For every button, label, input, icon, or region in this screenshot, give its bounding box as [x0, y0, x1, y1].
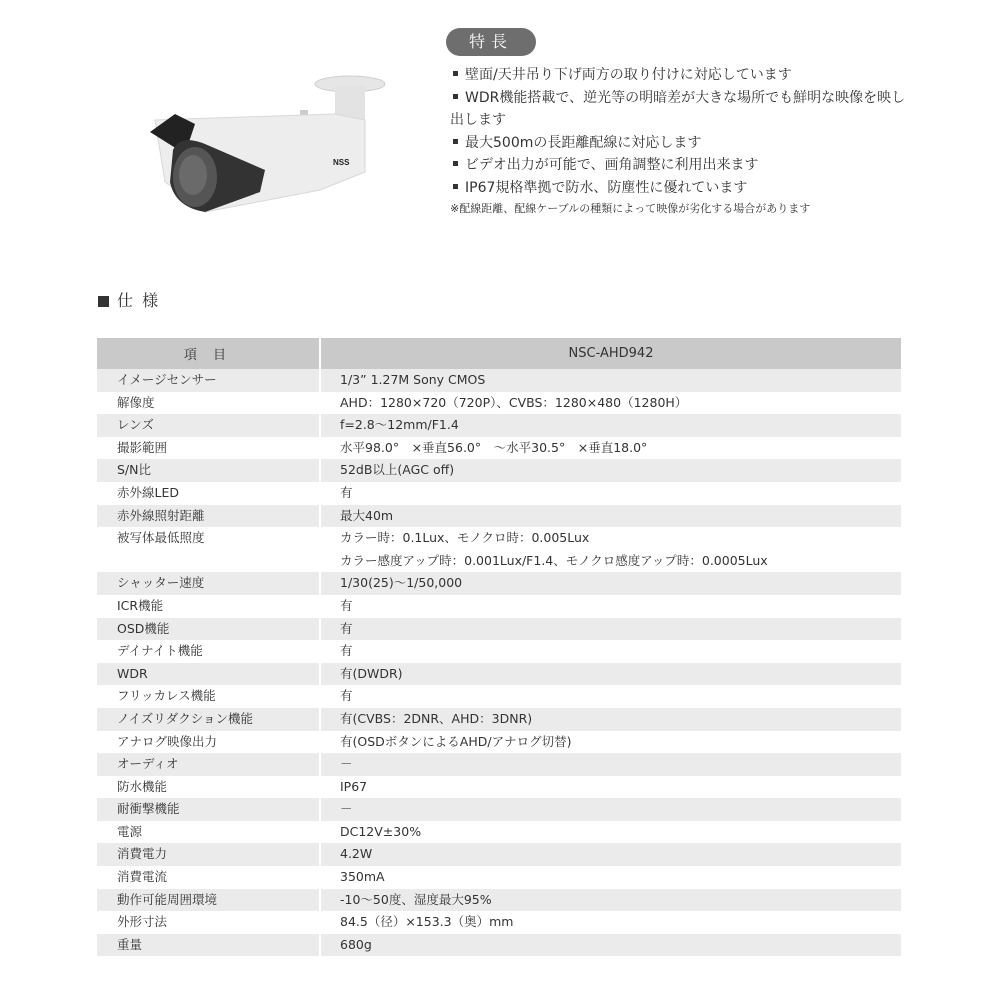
spec-label: ノイズリダクション機能	[117, 710, 254, 726]
spec-label-cell	[97, 482, 320, 505]
spec-value: 有	[340, 643, 353, 659]
spec-value-cell	[320, 369, 901, 392]
feature-text: 最大500mの長距離配線に対応します	[465, 134, 702, 151]
spec-label: 重量	[117, 936, 143, 952]
feature-item	[450, 177, 910, 200]
spec-label: 外形寸法	[117, 914, 168, 930]
spec-label: 消費電流	[117, 869, 168, 885]
spec-row	[97, 392, 901, 415]
spec-value-cell	[320, 482, 901, 505]
spec-label: 赤外線LED	[117, 484, 179, 500]
spec-value: 84.5（径）×153.3（奥）mm	[340, 914, 514, 930]
spec-value: 1/30(25)～1/50,000	[340, 575, 463, 591]
spec-value: 52dB以上(AGC off)	[340, 462, 455, 478]
spec-row	[97, 414, 901, 437]
spec-value-cell	[320, 618, 901, 641]
spec-value: 1/3” 1.27M Sony CMOS	[340, 372, 486, 387]
spec-row	[97, 798, 901, 821]
spec-row	[97, 640, 901, 663]
spec-label: 撮影範囲	[117, 439, 168, 455]
spec-value: AHD：1280×720（720P）、CVBS：1280×480（1280H）	[340, 394, 688, 410]
spec-label-cell	[97, 753, 320, 776]
spec-label-cell	[97, 843, 320, 866]
camera-product-image	[135, 62, 405, 227]
spec-label-cell	[97, 595, 320, 618]
header-model: NSC-AHD942	[320, 338, 901, 369]
feature-item	[450, 132, 910, 155]
spec-value-cell	[320, 572, 901, 595]
spec-label: 防水機能	[117, 778, 168, 794]
spec-value-cell	[320, 798, 901, 821]
header-item: 項 目	[97, 338, 320, 369]
square-bullet-icon	[98, 296, 109, 307]
spec-label-cell	[97, 527, 320, 572]
spec-value: 680g	[340, 936, 372, 952]
spec-value: 有	[340, 688, 353, 704]
spec-label-cell	[97, 572, 320, 595]
spec-row	[97, 821, 901, 844]
spec-row	[97, 708, 901, 731]
spec-row	[97, 618, 901, 641]
spec-row	[97, 572, 901, 595]
spec-row	[97, 437, 901, 460]
camera-logo: NSS	[333, 158, 350, 167]
spec-value-cell	[320, 595, 901, 618]
spec-label-cell	[97, 731, 320, 754]
spec-value-cell	[320, 663, 901, 686]
spec-value: 有	[340, 620, 353, 636]
spec-label: 赤外線照射距離	[117, 507, 205, 523]
spec-value-cell	[320, 889, 901, 912]
spec-value: 4.2W	[340, 846, 373, 862]
spec-value: 有	[340, 597, 353, 613]
spec-value: DC12V±30%	[340, 823, 422, 839]
spec-value-cell	[320, 776, 901, 799]
spec-value-cell	[320, 505, 901, 528]
spec-row	[97, 866, 901, 889]
spec-value-cell	[320, 392, 901, 415]
spec-label: シャッター速度	[117, 575, 205, 591]
spec-label-cell	[97, 934, 320, 957]
spec-label: OSD機能	[117, 620, 170, 636]
spec-value-cell	[320, 414, 901, 437]
spec-value-cell	[320, 753, 901, 776]
features-heading: 特長	[446, 28, 536, 56]
spec-label-cell	[97, 414, 320, 437]
spec-label: 解像度	[117, 394, 155, 410]
spec-label: デイナイト機能	[117, 643, 203, 659]
bullet-icon	[453, 161, 458, 166]
feature-text: WDR機能搭載で、逆光等の明暗差が大きな場所でも鮮明な映像を映し出します	[450, 89, 906, 128]
spec-value-cell	[320, 527, 901, 572]
spec-label-cell	[97, 663, 320, 686]
bullet-icon	[453, 139, 458, 144]
spec-label-cell	[97, 392, 320, 415]
spec-value-cell	[320, 459, 901, 482]
feature-text: 壁面/天井吊り下げ両方の取り付けに対応しています	[465, 67, 792, 83]
feature-item	[450, 64, 910, 87]
spec-label: WDR	[117, 665, 148, 681]
spec-value: 有(DWDR)	[340, 665, 403, 681]
spec-value-cell	[320, 437, 901, 460]
bullet-icon	[453, 184, 458, 189]
spec-label-cell	[97, 437, 320, 460]
spec-value: カラー感度アップ時：0.001Lux/F1.4、モノクロ感度アップ時：0.0005Lux	[340, 552, 768, 568]
spec-label: オーディオ	[117, 756, 179, 772]
spec-label-cell	[97, 911, 320, 934]
spec-value-cell	[320, 866, 901, 889]
spec-row	[97, 685, 901, 708]
spec-value-cell	[320, 821, 901, 844]
spec-label-cell	[97, 618, 320, 641]
spec-label-cell	[97, 889, 320, 912]
spec-label-cell	[97, 369, 320, 392]
spec-label: 被写体最低照度	[117, 530, 205, 546]
spec-row	[97, 369, 901, 392]
spec-row	[97, 459, 901, 482]
spec-label-cell	[97, 459, 320, 482]
spec-row	[97, 527, 901, 572]
spec-value: 最大40m	[340, 507, 394, 523]
spec-heading	[98, 288, 160, 311]
spec-label-cell	[97, 685, 320, 708]
spec-value-cell	[320, 934, 901, 957]
spec-value-cell	[320, 911, 901, 934]
bullet-icon	[453, 71, 458, 76]
spec-table	[97, 338, 901, 956]
spec-label-cell	[97, 776, 320, 799]
spec-value: 有(CVBS：2DNR、AHD：3DNR)	[340, 710, 533, 726]
spec-value: カラー時：0.1Lux、モノクロ時：0.005Lux	[340, 530, 590, 546]
spec-value-cell	[320, 843, 901, 866]
spec-value: 有(OSDボタンによるAHD/アナログ切替)	[340, 733, 572, 749]
spec-label: アナログ映像出力	[117, 733, 218, 749]
spec-value: -10～50度、湿度最大95%	[340, 891, 492, 907]
spec-value: 有	[340, 484, 353, 500]
spec-value-cell	[320, 640, 901, 663]
spec-value-cell	[320, 708, 901, 731]
feature-item	[450, 87, 910, 132]
features-note: ※配線距離、配線ケーブルの種類によって映像が劣化する場合があります	[450, 202, 811, 215]
spec-value: 水平98.0° ×垂直56.0° ～水平30.5° ×垂直18.0°	[340, 439, 648, 455]
spec-label-cell	[97, 505, 320, 528]
feature-text: IP67規格準拠で防水、防塵性に優れています	[465, 179, 748, 196]
spec-label: 耐衝撃機能	[117, 801, 180, 817]
spec-value: IP67	[340, 778, 368, 794]
spec-label: S/N比	[117, 462, 151, 478]
spec-row	[97, 843, 901, 866]
spec-row	[97, 776, 901, 799]
spec-label: イメージセンサー	[117, 372, 217, 387]
spec-label: フリッカレス機能	[117, 688, 216, 704]
spec-value-cell	[320, 685, 901, 708]
spec-label: 動作可能周囲環境	[117, 891, 218, 907]
spec-label-cell	[97, 821, 320, 844]
spec-label: ICR機能	[117, 597, 164, 613]
feature-text: ビデオ出力が可能で、画角調整に利用出来ます	[465, 157, 759, 173]
spec-row	[97, 505, 901, 528]
spec-header-row	[97, 338, 901, 369]
spec-label-cell	[97, 640, 320, 663]
spec-label-cell	[97, 798, 320, 821]
spec-row	[97, 731, 901, 754]
spec-value: f=2.8～12mm/F1.4	[340, 417, 459, 433]
spec-value: 350mA	[340, 869, 385, 885]
features-list	[450, 64, 910, 219]
spec-row	[97, 482, 901, 505]
spec-label-cell	[97, 708, 320, 731]
spec-row	[97, 889, 901, 912]
spec-heading-text: 仕 様	[117, 291, 161, 310]
spec-label: 消費電力	[117, 846, 168, 862]
spec-label-cell	[97, 866, 320, 889]
spec-row	[97, 753, 901, 776]
spec-label: レンズ	[117, 417, 154, 433]
spec-label: 電源	[117, 823, 143, 839]
spec-row	[97, 934, 901, 957]
bullet-icon	[453, 94, 458, 99]
spec-row	[97, 911, 901, 934]
spec-row	[97, 595, 901, 618]
spec-row	[97, 663, 901, 686]
spec-value: －	[340, 801, 353, 817]
feature-item	[450, 154, 910, 177]
spec-value: －	[340, 756, 353, 772]
spec-value-cell	[320, 731, 901, 754]
